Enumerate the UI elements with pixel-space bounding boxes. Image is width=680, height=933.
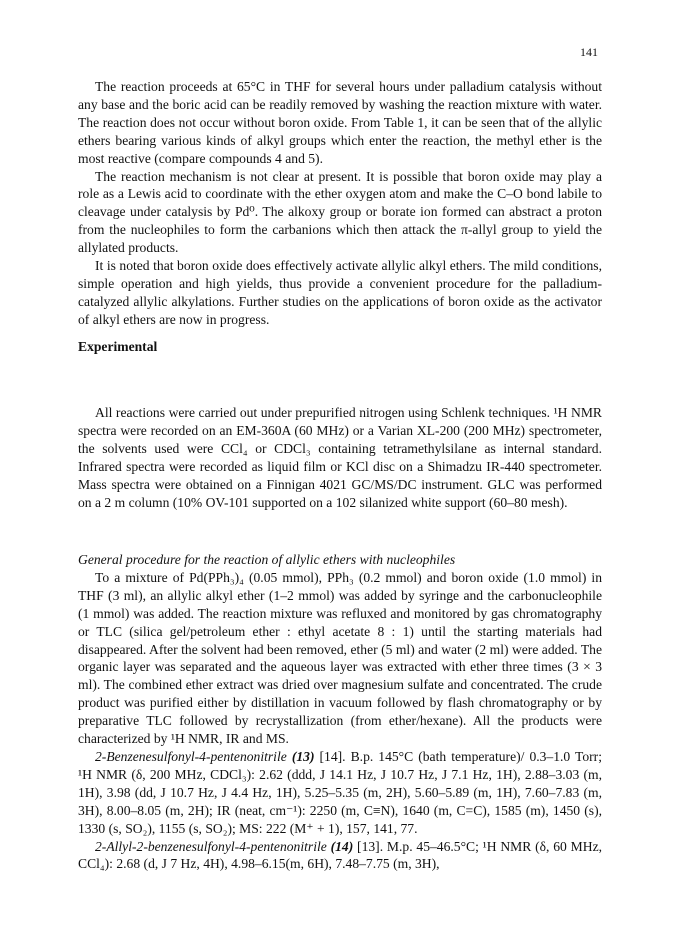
experimental-heading: Experimental	[78, 339, 158, 354]
paragraph-mechanism: The reaction mechanism is not clear at present. It is possible that boron oxide may play a role as a Lewis acid to coordinate with the ether oxygen atom and make the C–O bond labile to cleavage under catalysis by Pd⁰. The alkoxy group or borate ion formed can abstract a proton from the nucleophiles to form the carbanions which then attack the π-allyl group to yield the allylated products.	[78, 168, 602, 256]
compound-14-data: [13]. M.p. 45–46.5°C; ¹H NMR (δ, 60 MHz, CCl₄): 2.68 (d, J 7 Hz, 4H), 4.98–6.15(m, 6H), 7.48–7.75 (m, 3H),	[78, 838, 602, 872]
page-number: 141	[580, 45, 598, 59]
paragraph-general-procedure: To a mixture of Pd(PPh₃)₄ (0.05 mmol), PPh₃ (0.2 mmol) and boron oxide (1.0 mmol) in THF (3 ml), an allylic alkyl ether (1–2 mmol) was added by syringe and the carbonucleophile (1 mmol) was added. The reaction mixture was refluxed and monitored by gas chromatography or TLC (silica gel/petroleum ether : ethyl acetate 8 : 1) until the starting materials had disappeared. After the solvent had been removed, ether (5 ml) and water (2 ml) were added. The organic layer was separated and the aqueous layer was extracted with ether three times (3 × 3 ml). The combined ether extract was dried over magnesium sulfate and concentrated. The crude product was purified either by distillation in vacuum followed by flash chromatography or by preparative TLC followed by recrystallization (from ether/hexane). All the products were characterized by ¹H NMR, IR and MS.	[78, 569, 602, 747]
paragraph-conditions: The reaction proceeds at 65°C in THF for several hours under palladium catalysis without any base and the boric acid can be readily removed by washing the reaction mixture with water. The reaction does not occur without boron oxide. From Table 1, it can be seen that of the allylic ethers bearing various kinds of alkyl groups which enter the reaction, the methyl ether is the most reactive (compare compounds 4 and 5).	[78, 79, 602, 166]
compound-14-entry	[78, 838, 602, 874]
compound-13-label: (13)	[291, 748, 315, 764]
compound-13-entry	[78, 748, 602, 838]
general-procedure-heading: General procedure for the reaction of allylic ethers with nucleophiles	[78, 552, 456, 567]
discussion-section	[78, 78, 602, 329]
compound-13-data: [14]. B.p. 145°C (bath temperature)/ 0.3–1.0 Torr; ¹H NMR (δ, 200 MHz, CDCl₃): 2.62 (ddd, J 14.1 Hz, J 10.7 Hz, J 7.1 Hz, 1H), 2.88–3.03 (m, 1H), 3.98 (dd, J 10.7 Hz, J 4.4 Hz, 1H), 5.25–5.35 (m, 2H), 5.60–5.89 (m, 1H), 7.60–7.83 (m, 3H), 8.00–8.05 (m, 2H); IR (neat, cm⁻¹): 2250 (m, C≡N), 1640 (m, C=C), 1585 (m), 1450 (s), 1330 (s, SO₂), 1155 (s, SO₂); MS: 222 (M⁺ + 1), 157, 141, 77.	[78, 748, 602, 836]
experimental-intro	[78, 404, 602, 511]
paragraph-instruments: All reactions were carried out under prepurified nitrogen using Schlenk techniques. ¹H NMR spectra were recorded on an EM-360A (60 MHz) or a Varian XL-200 (200 MHz) spectrometer, the solvents used were CCl₄ or CDCl₃ containing tetramethylsilane as internal standard. Infrared spectra were recorded as liquid film or KCl disc on a Shimadzu IR-440 spectrometer. Mass spectra were obtained on a Finnigan 4021 GC/MS/DC instrument. GLC was performed on a 2 m column (10% OV-101 supported on a 102 silanized white support (60–80 mesh).	[78, 405, 602, 510]
paragraph-conclusion: It is noted that boron oxide does effectively activate allylic alkyl ethers. The mild conditions, simple operation and high yields, thus provide a convenient procedure for the palladium-catalyzed allylic alkylations. Further studies on the applications of boron oxide as the activator of alkyl ethers are now in progress.	[78, 258, 602, 327]
compound-14-name: 2-Allyl-2-benzenesulfonyl-4-pentenonitrile	[95, 838, 327, 854]
general-procedure-section	[78, 551, 602, 873]
compound-14-label: (14)	[330, 838, 354, 854]
compound-13-name: 2-Benzenesulfonyl-4-pentenonitrile	[95, 748, 287, 764]
